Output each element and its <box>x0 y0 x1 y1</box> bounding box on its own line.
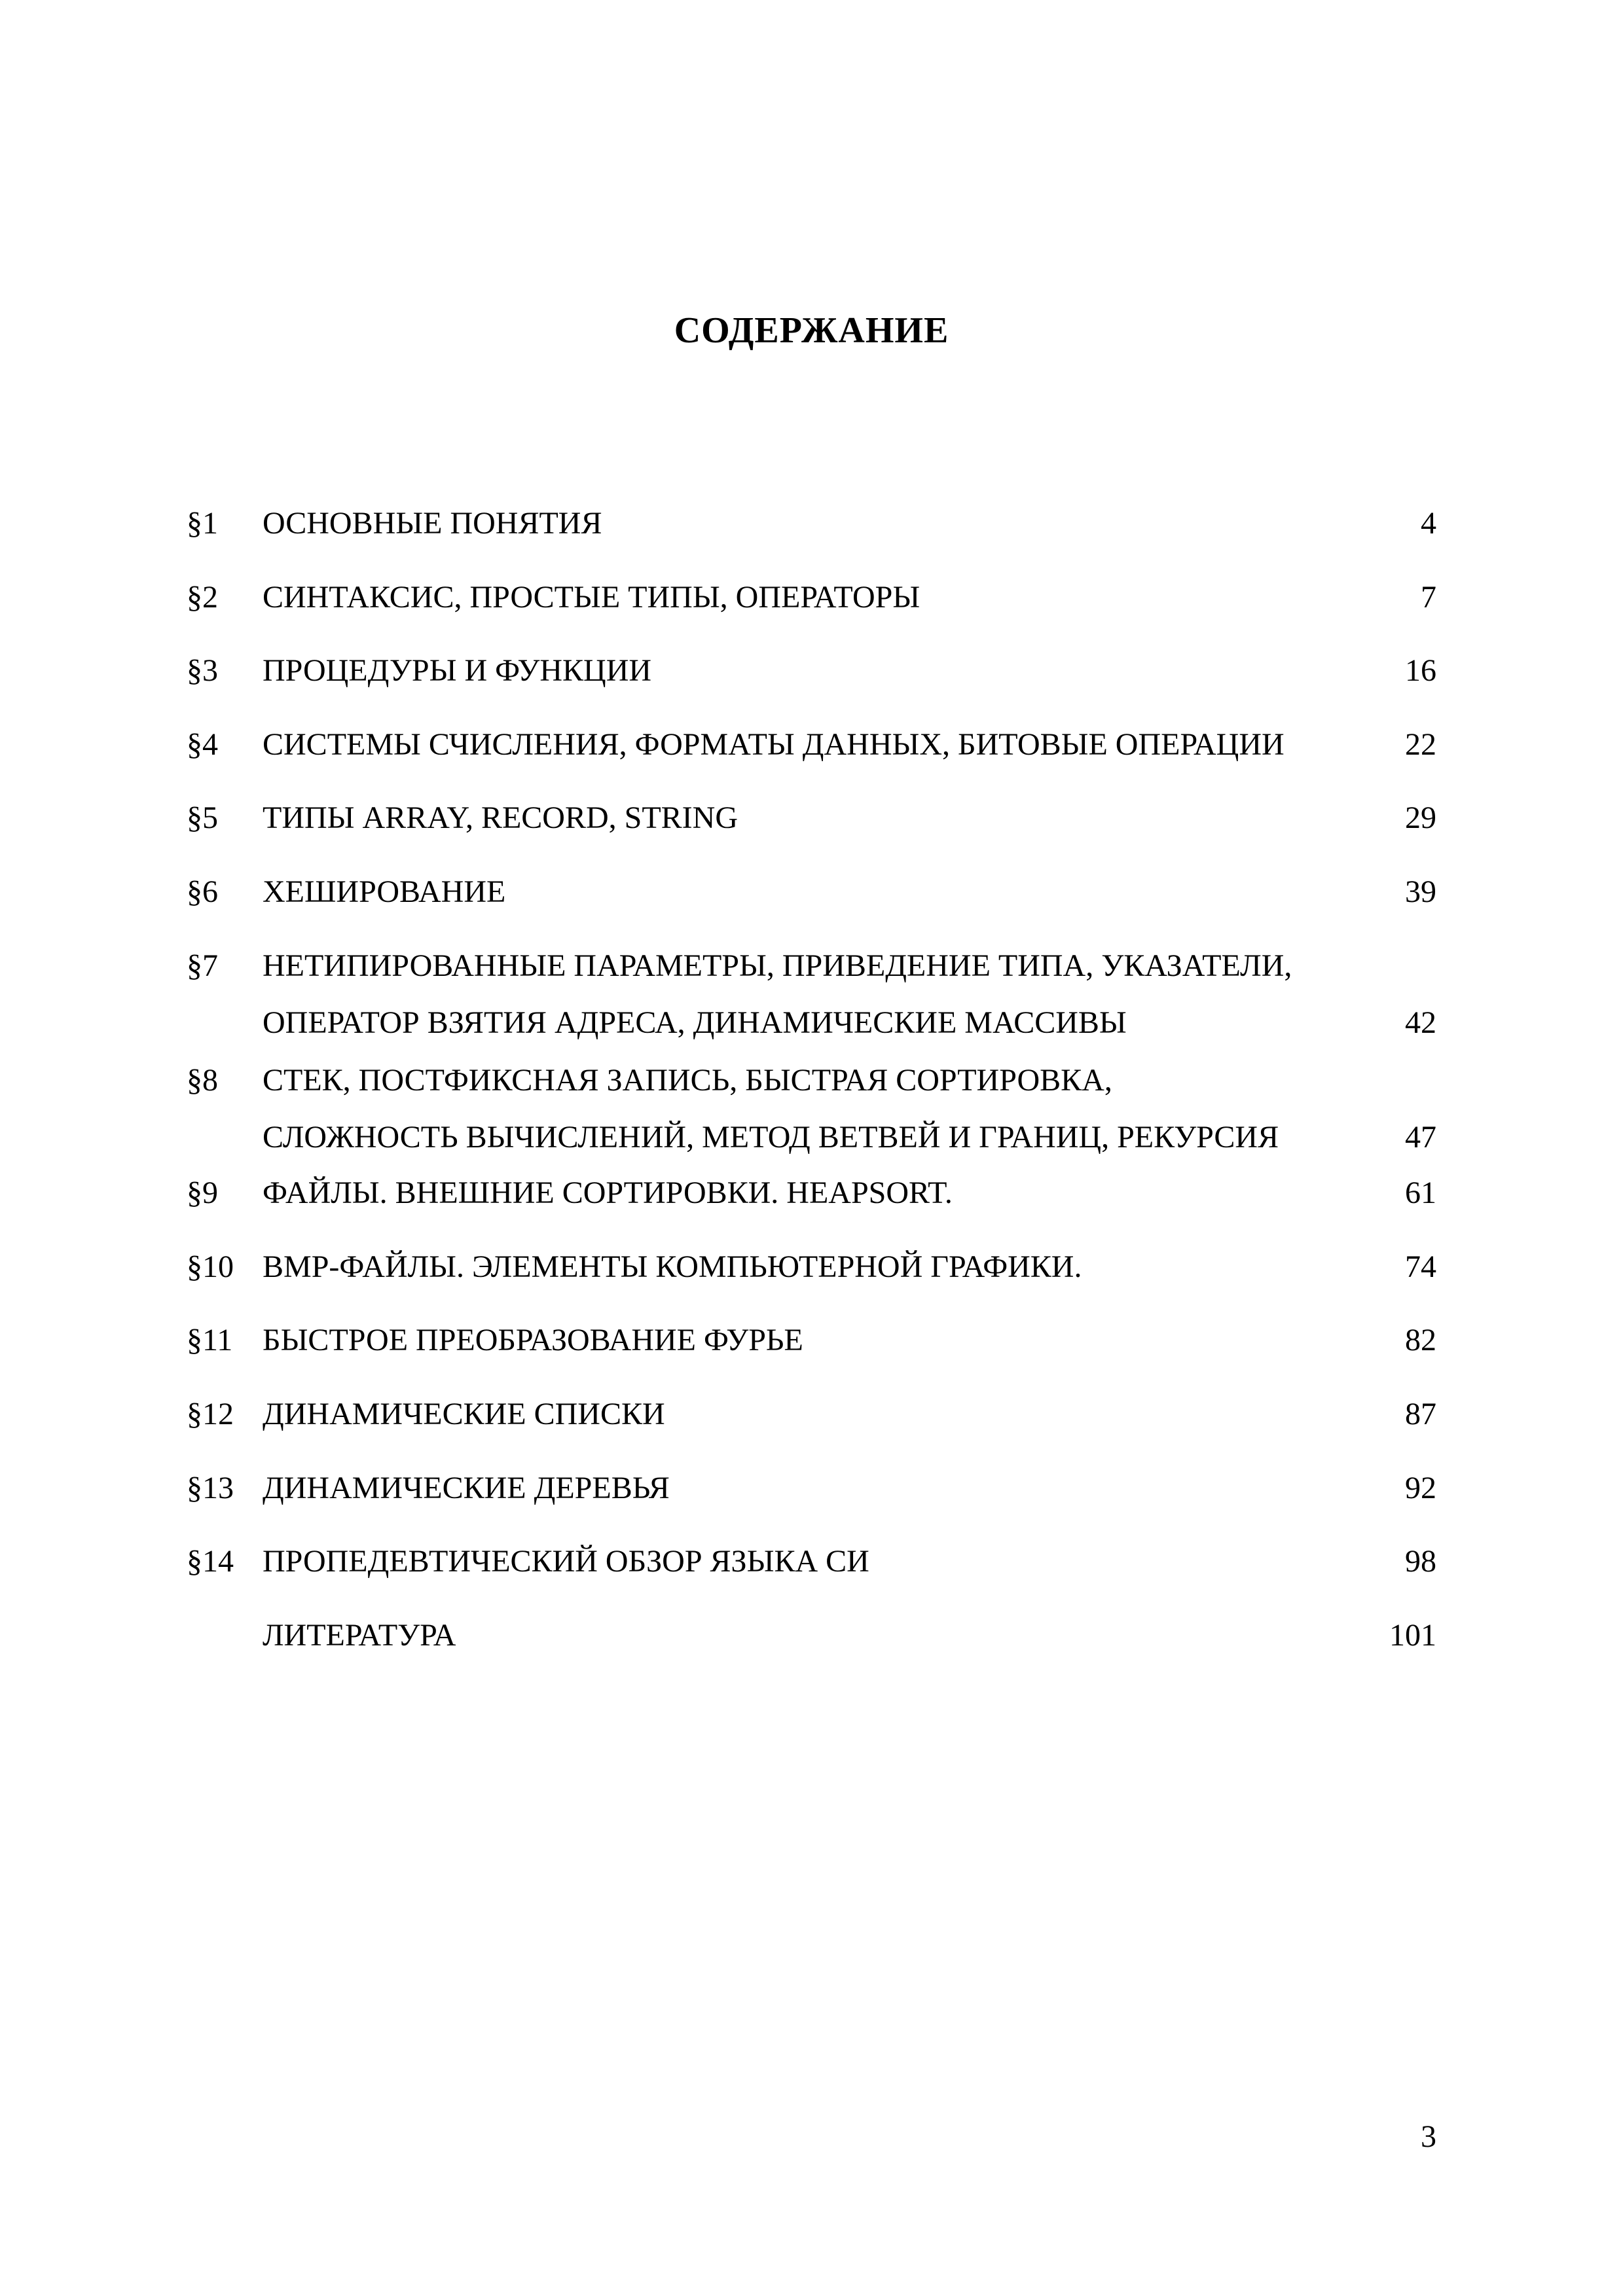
toc-entry-page: 16 <box>1405 653 1436 688</box>
toc-entry-13 <box>0 1462 1623 1515</box>
toc-entry-title: ОСНОВНЫЕ ПОНЯТИЯ <box>263 506 602 541</box>
toc-entry-title: ФАЙЛЫ. ВНЕШНИЕ СОРТИРОВКИ. HEAPSORT. <box>263 1175 953 1210</box>
toc-entry-number: §14 <box>187 1544 234 1579</box>
toc-entry-12 <box>0 1388 1623 1441</box>
toc-entry-page: 98 <box>1405 1544 1436 1579</box>
toc-entry-title: БЫСТРОЕ ПРЕОБРАЗОВАНИЕ ФУРЬЕ <box>263 1323 803 1357</box>
toc-entry-title: НЕТИПИРОВАННЫЕ ПАРАМЕТРЫ, ПРИВЕДЕНИЕ ТИПА, УКАЗАТЕЛИ, <box>263 948 1292 983</box>
toc-entry-6 <box>0 866 1623 918</box>
toc-entry-title: BMP-ФАЙЛЫ. ЭЛЕМЕНТЫ КОМПЬЮТЕРНОЙ ГРАФИКИ. <box>263 1249 1082 1284</box>
toc-entry-title: СТЕК, ПОСТФИКСНАЯ ЗАПИСЬ, БЫСТРАЯ СОРТИРОВКА, <box>263 1063 1112 1098</box>
toc-entry-number: §10 <box>187 1249 234 1284</box>
toc-entry-page: 87 <box>1405 1397 1436 1431</box>
toc-entry-title: ДИНАМИЧЕСКИЕ ДЕРЕВЬЯ <box>263 1471 670 1505</box>
toc-entry-1 <box>0 497 1623 550</box>
toc-entry-page: 4 <box>1421 506 1436 541</box>
toc-entry-page: 39 <box>1405 874 1436 909</box>
toc-entry-page: 7 <box>1421 580 1436 615</box>
toc-entry-title-continuation: ОПЕРАТОР ВЗЯТИЯ АДРЕСА, ДИНАМИЧЕСКИЕ МАССИВЫ <box>263 1005 1127 1040</box>
toc-entry-3 <box>0 645 1623 697</box>
toc-entry-title: ПРОЦЕДУРЫ И ФУНКЦИИ <box>263 653 652 688</box>
page-title: СОДЕРЖАНИЕ <box>674 310 949 351</box>
toc-entry-page: 42 <box>1405 1005 1436 1040</box>
toc-entry-page: 82 <box>1405 1323 1436 1357</box>
toc-entry-page: 92 <box>1405 1471 1436 1505</box>
toc-entry-title: СИСТЕМЫ СЧИСЛЕНИЯ, ФОРМАТЫ ДАННЫХ, БИТОВЫЕ ОПЕРАЦИИ <box>263 727 1285 762</box>
toc-entry-page: 22 <box>1405 727 1436 762</box>
toc-entry-number: §8 <box>187 1063 218 1098</box>
toc-entry-7 <box>0 940 1623 992</box>
toc-entry-7-continuation <box>0 997 1623 1049</box>
toc-entry-page: 74 <box>1405 1249 1436 1284</box>
toc-entry-10 <box>0 1241 1623 1293</box>
toc-entry-title: ДИНАМИЧЕСКИЕ СПИСКИ <box>263 1397 665 1431</box>
toc-entry-number: §12 <box>187 1397 234 1431</box>
toc-entry-4 <box>0 719 1623 771</box>
toc-entry-page: 29 <box>1405 800 1436 835</box>
toc-entry-number: §6 <box>187 874 218 909</box>
toc-entry-title: ПРОПЕДЕВТИЧЕСКИЙ ОБЗОР ЯЗЫКА СИ <box>263 1544 869 1579</box>
toc-entry-title: ЛИТЕРАТУРА <box>263 1618 456 1653</box>
toc-entry-page: 101 <box>1389 1618 1436 1653</box>
toc-entry-number: §9 <box>187 1175 218 1210</box>
toc-entry-2 <box>0 571 1623 624</box>
toc-entry-references <box>0 1609 1623 1662</box>
toc-entry-8-continuation <box>0 1111 1623 1164</box>
toc-entry-page: 61 <box>1405 1175 1436 1210</box>
toc-entry-title: СИНТАКСИС, ПРОСТЫЕ ТИПЫ, ОПЕРАТОРЫ <box>263 580 921 615</box>
toc-entry-page: 47 <box>1405 1120 1436 1155</box>
toc-entry-5 <box>0 792 1623 844</box>
toc-entry-title-continuation: СЛОЖНОСТЬ ВЫЧИСЛЕНИЙ, МЕТОД ВЕТВЕЙ И ГРАНИЦ, РЕКУРСИЯ <box>263 1120 1279 1155</box>
page-number: 3 <box>1421 2119 1436 2154</box>
toc-entry-title: ТИПЫ ARRAY, RECORD, STRING <box>263 800 738 835</box>
toc-entry-number: §1 <box>187 506 218 541</box>
toc-entry-number: §3 <box>187 653 218 688</box>
toc-entry-title: ХЕШИРОВАНИЕ <box>263 874 506 909</box>
toc-entry-number: §2 <box>187 580 218 615</box>
toc-entry-number: §13 <box>187 1471 234 1505</box>
toc-entry-number: §4 <box>187 727 218 762</box>
toc-entry-number: §7 <box>187 948 218 983</box>
toc-entry-number: §5 <box>187 800 218 835</box>
toc-entry-number: §11 <box>187 1323 233 1357</box>
toc-entry-11 <box>0 1314 1623 1367</box>
toc-entry-8 <box>0 1054 1623 1107</box>
toc-entry-9 <box>0 1167 1623 1219</box>
toc-entry-14 <box>0 1535 1623 1588</box>
